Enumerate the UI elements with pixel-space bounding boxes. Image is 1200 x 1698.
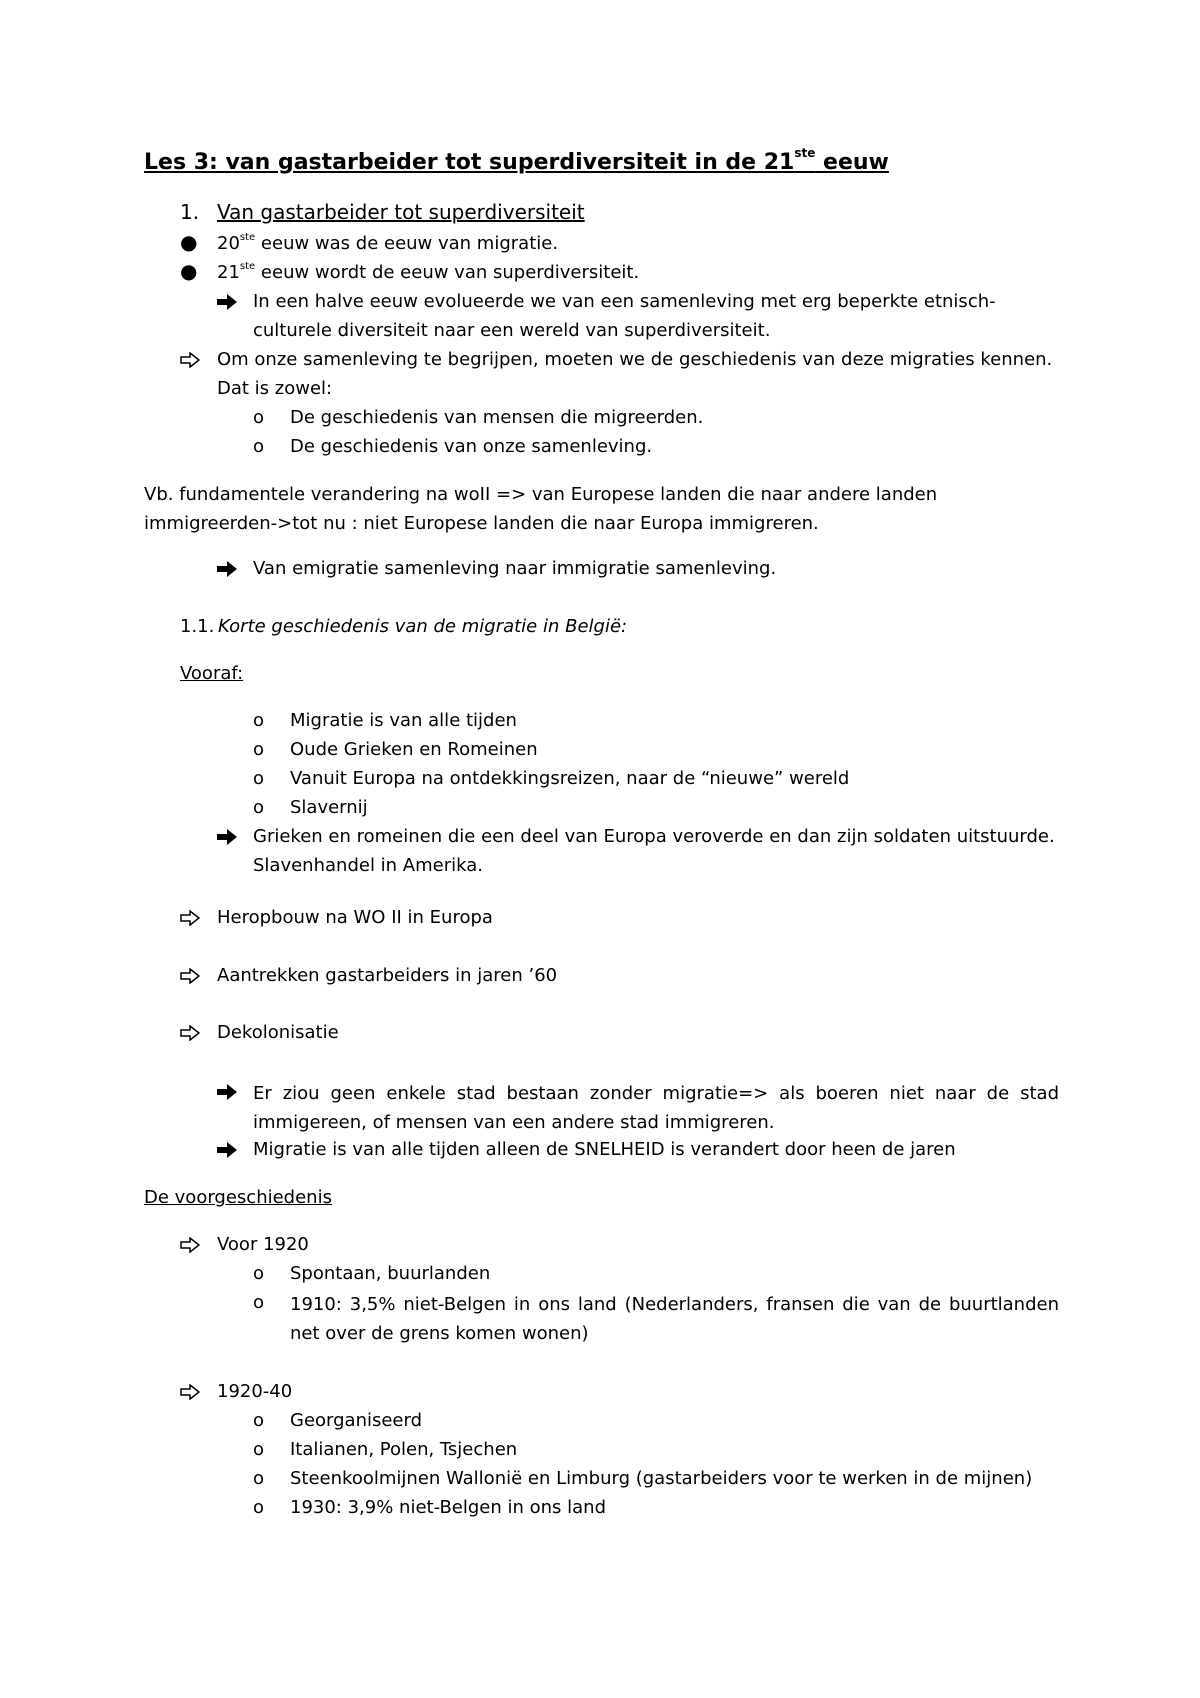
subsection-title: Korte geschiedenis van de migratie in België: xyxy=(218,616,628,637)
sub-bullet-icon: o xyxy=(253,1468,265,1489)
emigratie-note: Van emigratie samenleving naar immigratie samenleving. xyxy=(253,558,777,579)
bullet-item xyxy=(217,231,558,257)
sub-bullet-icon: o xyxy=(253,1263,265,1284)
sub-bullet-icon: o xyxy=(253,436,265,457)
sub-bullet-icon: o xyxy=(253,1410,265,1431)
example-line-1: Vb. fundamentele verandering na woII => van Europese landen die naar andere landen xyxy=(144,484,938,505)
bullet-superscript: ste xyxy=(239,261,256,272)
title-text-end: eeuw xyxy=(815,150,889,175)
bullet-text-end: eeuw was de eeuw van migratie. xyxy=(255,233,559,254)
sub-bullet-icon: o xyxy=(253,1439,265,1460)
vooraf-note-line-1: Grieken en romeinen die een deel van Europa veroverde en dan zijn soldaten uitstuurde. xyxy=(253,826,1055,847)
hollow-arrow-icon xyxy=(180,1025,200,1041)
vooraf-label: Vooraf: xyxy=(180,663,244,684)
list-item: Italianen, Polen, Tsjechen xyxy=(290,1439,518,1460)
list-item: De geschiedenis van mensen die migreerden. xyxy=(290,407,704,428)
section-number: 1. xyxy=(180,200,200,224)
solid-arrow-icon xyxy=(216,560,238,578)
hollow-arrow-icon xyxy=(180,910,200,926)
sub-bullet-icon: o xyxy=(253,710,265,731)
bullet-text: 21 xyxy=(217,262,240,283)
bullet-text: 20 xyxy=(217,233,240,254)
list-item: Aantrekken gastarbeiders in jaren ’60 xyxy=(217,965,558,986)
section-1-heading xyxy=(180,198,216,226)
list-item: Steenkoolmijnen Wallonië en Limburg (gastarbeiders voor te werken in de mijnen) xyxy=(290,1468,1033,1489)
list-item: 1930: 3,9% niet-Belgen in ons land xyxy=(290,1497,607,1518)
sub-bullet-icon: o xyxy=(253,1292,265,1313)
voorgeschiedenis-heading: De voorgeschiedenis xyxy=(144,1187,332,1208)
list-item: Heropbouw na WO II in Europa xyxy=(217,907,493,928)
list-item: 1910: 3,5% niet-Belgen in ons land (Nederlanders, fransen die van de buurtlanden net over de grens komen wonen) xyxy=(290,1294,1059,1344)
list-item: Dekolonisatie xyxy=(217,1022,339,1043)
period-label: 1920-40 xyxy=(217,1381,293,1402)
sub-bullet-icon: o xyxy=(253,407,265,428)
period-label: Voor 1920 xyxy=(217,1234,309,1255)
solid-arrow-icon xyxy=(216,828,238,846)
hollow-arrow-icon xyxy=(180,1237,200,1253)
solid-arrow-icon xyxy=(216,1083,238,1101)
subsection-number: 1.1. xyxy=(180,616,215,637)
list-item: Oude Grieken en Romeinen xyxy=(290,739,538,760)
arrow-note-line-2: culturele diversiteit naar een wereld van superdiversiteit. xyxy=(253,320,771,341)
solid-arrow-icon xyxy=(216,293,238,311)
example-line-2: immigreerden->tot nu : niet Europese landen die naar Europa immigreren. xyxy=(144,513,819,534)
sub-bullet-icon: o xyxy=(253,1497,265,1518)
hollow-arrow-icon xyxy=(180,1384,200,1400)
hollow-arrow-icon xyxy=(180,968,200,984)
bullet-superscript: ste xyxy=(239,232,256,243)
arrow-note-line-1: In een halve eeuw evolueerde we van een samenleving met erg beperkte etnisch- xyxy=(253,291,996,312)
conclusion-2: Migratie is van alle tijden alleen de SNELHEID is verandert door heen de jaren xyxy=(253,1139,956,1160)
bullet-text-end: eeuw wordt de eeuw van superdiversiteit. xyxy=(255,262,640,283)
list-item: Georganiseerd xyxy=(290,1410,423,1431)
list-item: Migratie is van alle tijden xyxy=(290,710,517,731)
hollow-arrow-icon xyxy=(180,352,200,368)
sub-bullet-icon: o xyxy=(253,797,265,818)
section-1-title: Van gastarbeider tot superdiversiteit xyxy=(217,200,585,224)
list-item: De geschiedenis van onze samenleving. xyxy=(290,436,653,457)
list-item: Vanuit Europa na ontdekkingsreizen, naar de “nieuwe” wereld xyxy=(290,768,850,789)
bullet-item xyxy=(217,260,639,286)
sub-bullet-icon: o xyxy=(253,739,265,760)
solid-arrow-icon xyxy=(216,1141,238,1159)
disc-bullet-icon: ● xyxy=(180,230,198,254)
vooraf-note-line-2: Slavenhandel in Amerika. xyxy=(253,855,483,876)
page-title xyxy=(144,148,889,178)
conclusion-1: Er ziou geen enkele stad bestaan zonder migratie=> als boeren niet naar de stad immigereen, of mensen van een andere stad immigreren. xyxy=(253,1083,1059,1133)
sub-bullet-icon: o xyxy=(253,768,265,789)
disc-bullet-icon: ● xyxy=(180,259,198,283)
list-item: Spontaan, buurlanden xyxy=(290,1263,491,1284)
title-superscript: ste xyxy=(794,146,816,160)
list-item: Slavernij xyxy=(290,797,368,818)
title-text: Les 3: van gastarbeider tot superdiversiteit in de 21 xyxy=(144,150,795,175)
understand-line-1: Om onze samenleving te begrijpen, moeten we de geschiedenis van deze migraties kennen. xyxy=(217,349,1053,370)
understand-line-2: Dat is zowel: xyxy=(217,378,333,399)
